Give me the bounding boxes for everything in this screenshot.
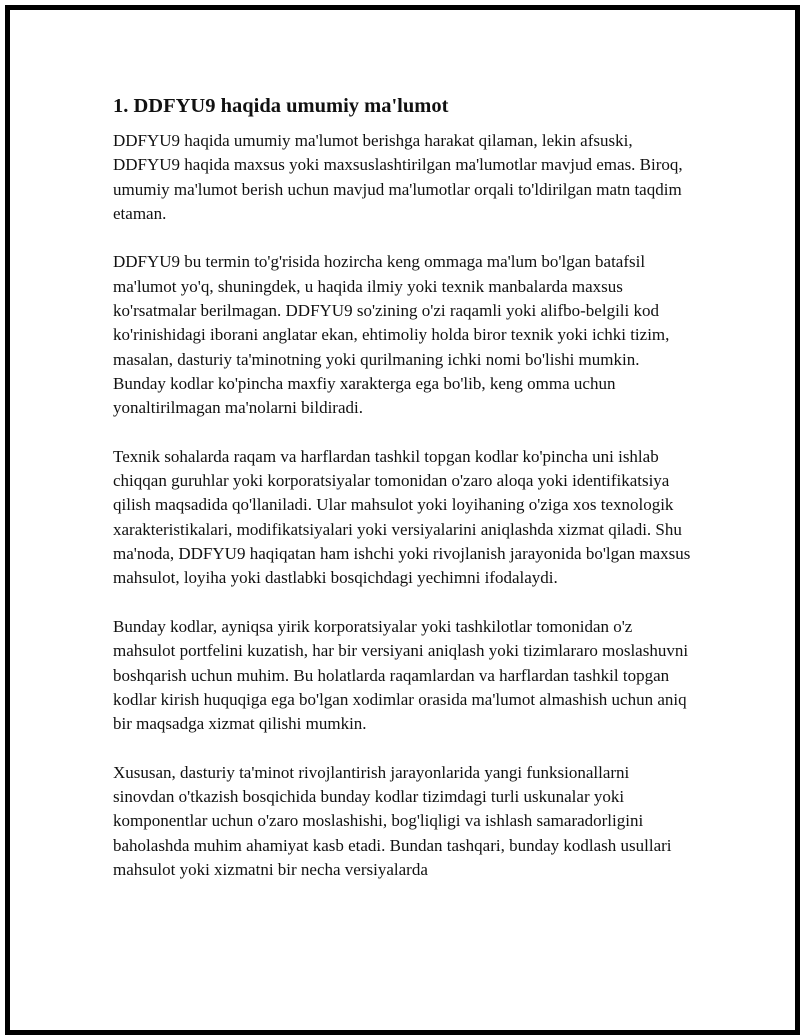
paragraph-1: DDFYU9 haqida umumiy ma'lumot berishga harakat qilaman, lekin afsuski, DDFYU9 haqida maxsus yoki maxsuslashtirilgan ma'lumotlar mavjud emas. Biroq, umumiy ma'lumot berish uchun mavjud ma'lumotlar orqali to'ldirilgan matn taqdim etaman. [113, 131, 683, 223]
paragraph-5: Xususan, dasturiy ta'minot rivojlantirish jarayonlarida yangi funksionallarni sinovdan o'tkazish bosqichida bunday kodlar tizimdagi turli uskunalar yoki komponentlar uchun o'zaro moslashishi, bog'liqligi va ishlash samaradorligini baholashda muhim ahamiyat kasb etadi. Bundan tashqari, bunday kodlash usullari mahsulot yoki xizmatni bir necha versiyalarda [113, 762, 672, 879]
document-body [113, 92, 693, 907]
paragraph-4: Bunday kodlar, ayniqsa yirik korporatsiyalar yoki tashkilotlar tomonidan o'z mahsulot portfelini kuzatish, har bir versiyani aniqlash yoki tizimlararo moslashuvni boshqarish uchun muhim. Bu holatlarda raqamlardan va harflardan tashkil topgan kodlar kirish huquqiga ega bo'lgan xodimlar orasida ma'lumot almashish uchun aniq bir maqsadga xizmat qilishi mumkin. [113, 616, 689, 734]
paragraph-3: Texnik sohalarda raqam va harflardan tashkil topgan kodlar ko'pincha uni ishlab chiqqan guruhlar yoki korporatsiyalar tomonidan o'zaro aloqa yoki identifikatsiya qilish maqsadida qo'llaniladi. Ular mahsulot yoki loyihaning o'ziga xos texnologik xarakteristikalari, modifikatsiyalari yoki versiyalarini aniqlashda xizmat qiladi. Shu ma'noda, DDFYU9 haqiqatan ham ishchi yoki rivojlanish jarayonida bo'lgan maxsus mahsulot, loyiha yoki dastlabki bosqichdagi yechimni ifodalaydi. [113, 446, 691, 588]
section-heading: 1. DDFYU9 haqida umumiy ma'lumot [113, 95, 449, 117]
paragraph-2: DDFYU9 bu termin to'g'risida hozircha keng ommaga ma'lum bo'lgan batafsil ma'lumot yo'q, shuningdek, u haqida ilmiy yoki texnik manbalarda maxsus ko'rsatmalar berilmagan. DDFYU9 so'zining o'zi raqamli yoki alifbo-belgili kod ko'rinishidagi iborani anglatar ekan, ehtimoliy holda biror texnik yoki ichki tizim, masalan, dasturiy ta'minotning yoki qurilmaning ichki nomi bo'lishi mumkin. Bunday kodlar ko'pincha maxfiy xarakterga ega bo'lib, keng omma uchun yonaltirilmagan ma'nolarni bildiradi. [113, 252, 670, 418]
